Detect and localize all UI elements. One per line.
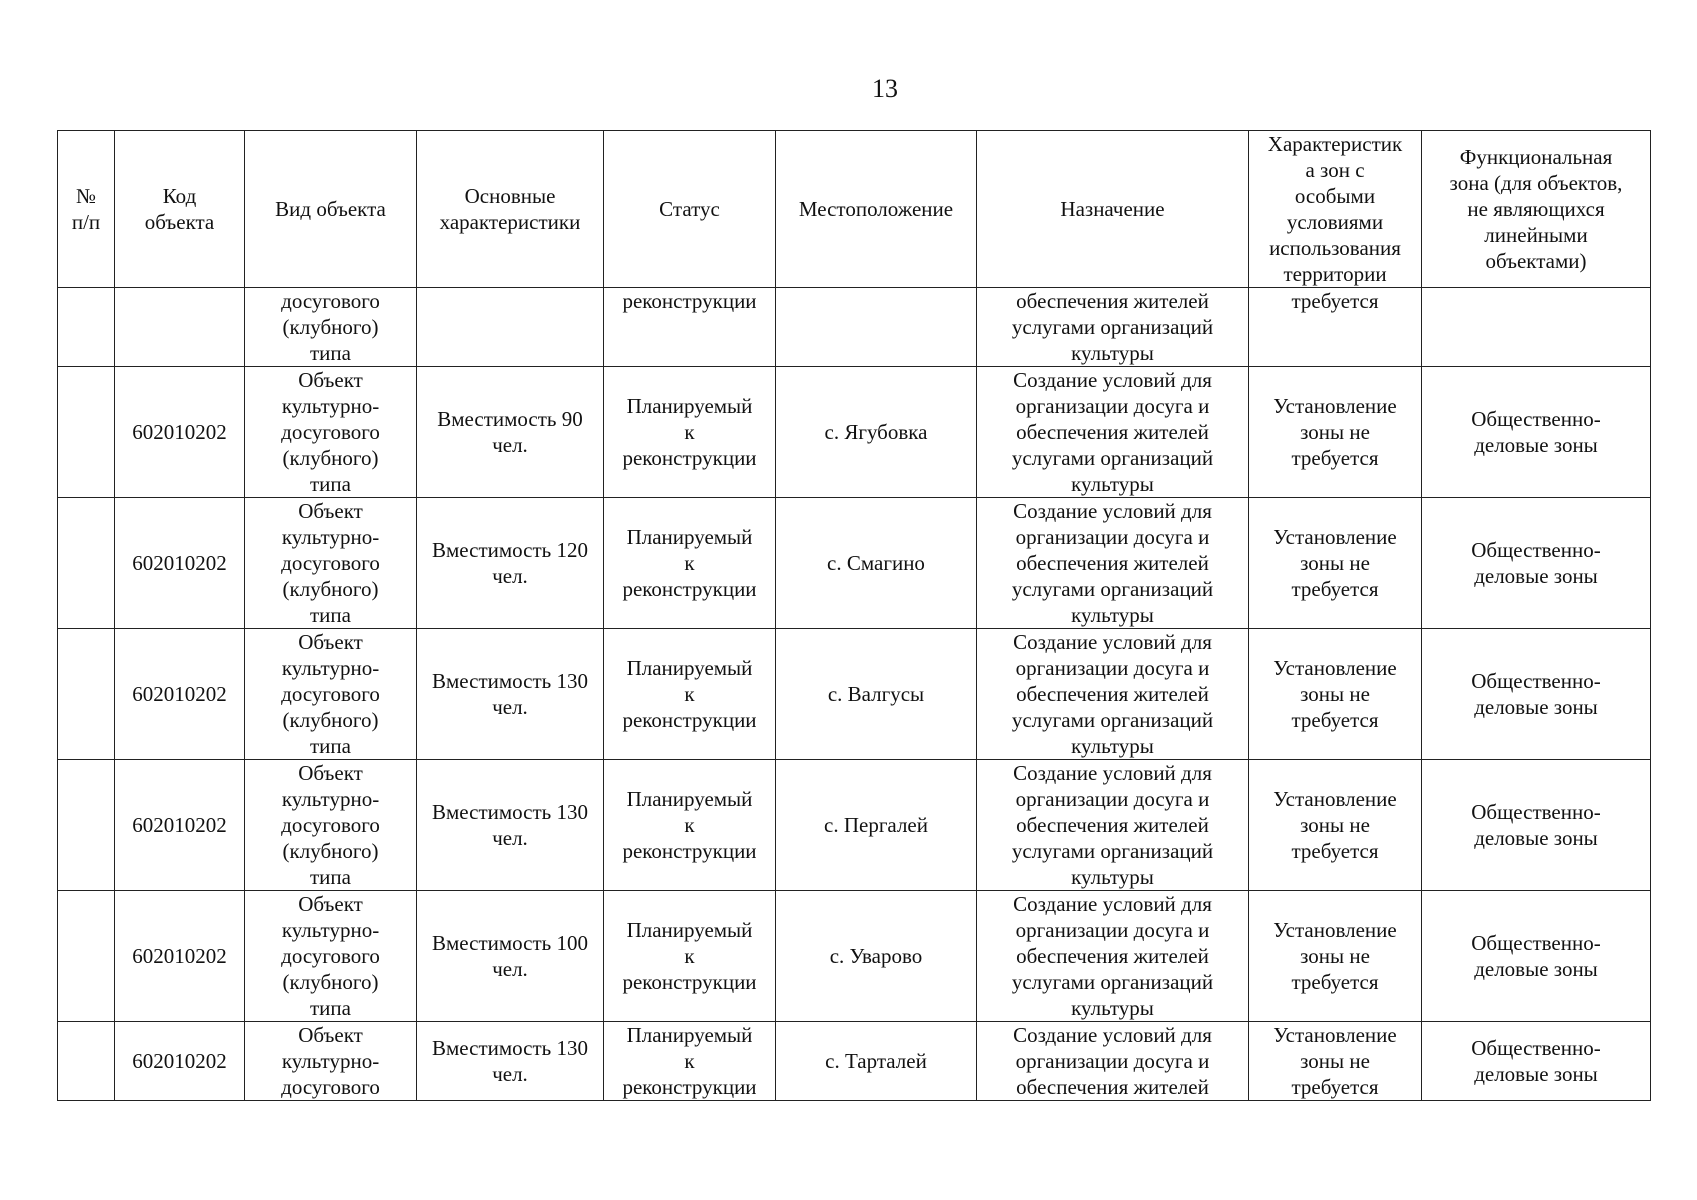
table-cell: Общественно- деловые зоны: [1422, 367, 1651, 498]
table-row: [58, 629, 1651, 760]
table-cell: Планируемый к реконструкции: [604, 1022, 776, 1101]
header-object-code: Код объекта: [115, 131, 245, 288]
table-row: [58, 498, 1651, 629]
table-cell: 602010202: [115, 629, 245, 760]
table-cell: Общественно- деловые зоны: [1422, 629, 1651, 760]
table-cell: Установление зоны не требуется: [1249, 760, 1422, 891]
table-cell: Вместимость 130 чел.: [417, 1022, 604, 1101]
table-cell: Планируемый к реконструкции: [604, 498, 776, 629]
table-cell: Создание условий для организации досуга и обеспечения жителей услугами организаций культуры: [977, 498, 1249, 629]
header-functional-zone: Функциональная зона (для объектов, не являющихся линейными объектами): [1422, 131, 1651, 288]
table-cell: [58, 629, 115, 760]
table-cell: с. Пергалей: [776, 760, 977, 891]
table-cell: Общественно- деловые зоны: [1422, 1022, 1651, 1101]
table-cell: Установление зоны не требуется: [1249, 629, 1422, 760]
table-cell: Объект культурно- досугового (клубного) типа: [245, 367, 417, 498]
table-cell: Объект культурно- досугового (клубного) типа: [245, 891, 417, 1022]
table-cell: [115, 288, 245, 367]
table-cell: [417, 288, 604, 367]
header-purpose: Назначение: [977, 131, 1249, 288]
table-cell: Общественно- деловые зоны: [1422, 498, 1651, 629]
table-row: [58, 1022, 1651, 1101]
header-object-type: Вид объекта: [245, 131, 417, 288]
table-cell: реконструкции: [604, 288, 776, 367]
table-cell: требуется: [1249, 288, 1422, 367]
table-cell: Создание условий для организации досуга и обеспечения жителей услугами организаций культуры: [977, 891, 1249, 1022]
table-cell: [58, 498, 115, 629]
objects-table: [57, 130, 1651, 1101]
table-cell: Объект культурно- досугового (клубного) типа: [245, 760, 417, 891]
table-cell: Общественно- деловые зоны: [1422, 891, 1651, 1022]
header-location: Местоположение: [776, 131, 977, 288]
table-cell: Объект культурно- досугового (клубного) типа: [245, 629, 417, 760]
header-number: № п/п: [58, 131, 115, 288]
table-cell: обеспечения жителей услугами организаций культуры: [977, 288, 1249, 367]
table-cell: Вместимость 130 чел.: [417, 760, 604, 891]
table-cell: Планируемый к реконструкции: [604, 760, 776, 891]
header-main-characteristics: Основные характеристики: [417, 131, 604, 288]
table-cell: Вместимость 120 чел.: [417, 498, 604, 629]
table-cell: досугового (клубного) типа: [245, 288, 417, 367]
table-cell: 602010202: [115, 498, 245, 629]
header-status: Статус: [604, 131, 776, 288]
table-cell: [776, 288, 977, 367]
page-number: 13: [872, 74, 898, 103]
table-cell: Установление зоны не требуется: [1249, 1022, 1422, 1101]
table-cell: [58, 367, 115, 498]
table-cell: [58, 1022, 115, 1101]
table-cell: с. Уварово: [776, 891, 977, 1022]
table-cell: Установление зоны не требуется: [1249, 498, 1422, 629]
table-cell: 602010202: [115, 367, 245, 498]
table-cell: Планируемый к реконструкции: [604, 891, 776, 1022]
table-cell: 602010202: [115, 891, 245, 1022]
table-cell: с. Ягубовка: [776, 367, 977, 498]
table-cell: с. Смагино: [776, 498, 977, 629]
table-cell: 602010202: [115, 760, 245, 891]
table-cell: Создание условий для организации досуга и обеспечения жителей услугами организаций культуры: [977, 629, 1249, 760]
table-cell: Создание условий для организации досуга и обеспечения жителей услугами организаций культуры: [977, 760, 1249, 891]
table-row-continuation: [58, 288, 1651, 367]
table-cell: 602010202: [115, 1022, 245, 1101]
table-cell: Общественно- деловые зоны: [1422, 760, 1651, 891]
table-row: [58, 367, 1651, 498]
table-cell: с. Тарталей: [776, 1022, 977, 1101]
table-cell: [58, 288, 115, 367]
table-row: [58, 891, 1651, 1022]
header-special-zones: Характеристик а зон с особыми условиями использования территории: [1249, 131, 1422, 288]
table-cell: Создание условий для организации досуга и обеспечения жителей услугами организаций культуры: [977, 367, 1249, 498]
table-cell: Вместимость 90 чел.: [417, 367, 604, 498]
table-cell: с. Валгусы: [776, 629, 977, 760]
table-cell: [58, 891, 115, 1022]
table-cell: [58, 760, 115, 891]
table-row: [58, 760, 1651, 891]
table-cell: Установление зоны не требуется: [1249, 891, 1422, 1022]
table-cell: Планируемый к реконструкции: [604, 367, 776, 498]
table-cell: Установление зоны не требуется: [1249, 367, 1422, 498]
table-cell: Объект культурно- досугового (клубного) типа: [245, 498, 417, 629]
table-cell: Планируемый к реконструкции: [604, 629, 776, 760]
table-header-row: [58, 131, 1651, 288]
table-cell: Объект культурно- досугового: [245, 1022, 417, 1101]
table-cell: Вместимость 100 чел.: [417, 891, 604, 1022]
table-cell: Создание условий для организации досуга и обеспечения жителей: [977, 1022, 1249, 1101]
table-cell: Вместимость 130 чел.: [417, 629, 604, 760]
table-cell: [1422, 288, 1651, 367]
